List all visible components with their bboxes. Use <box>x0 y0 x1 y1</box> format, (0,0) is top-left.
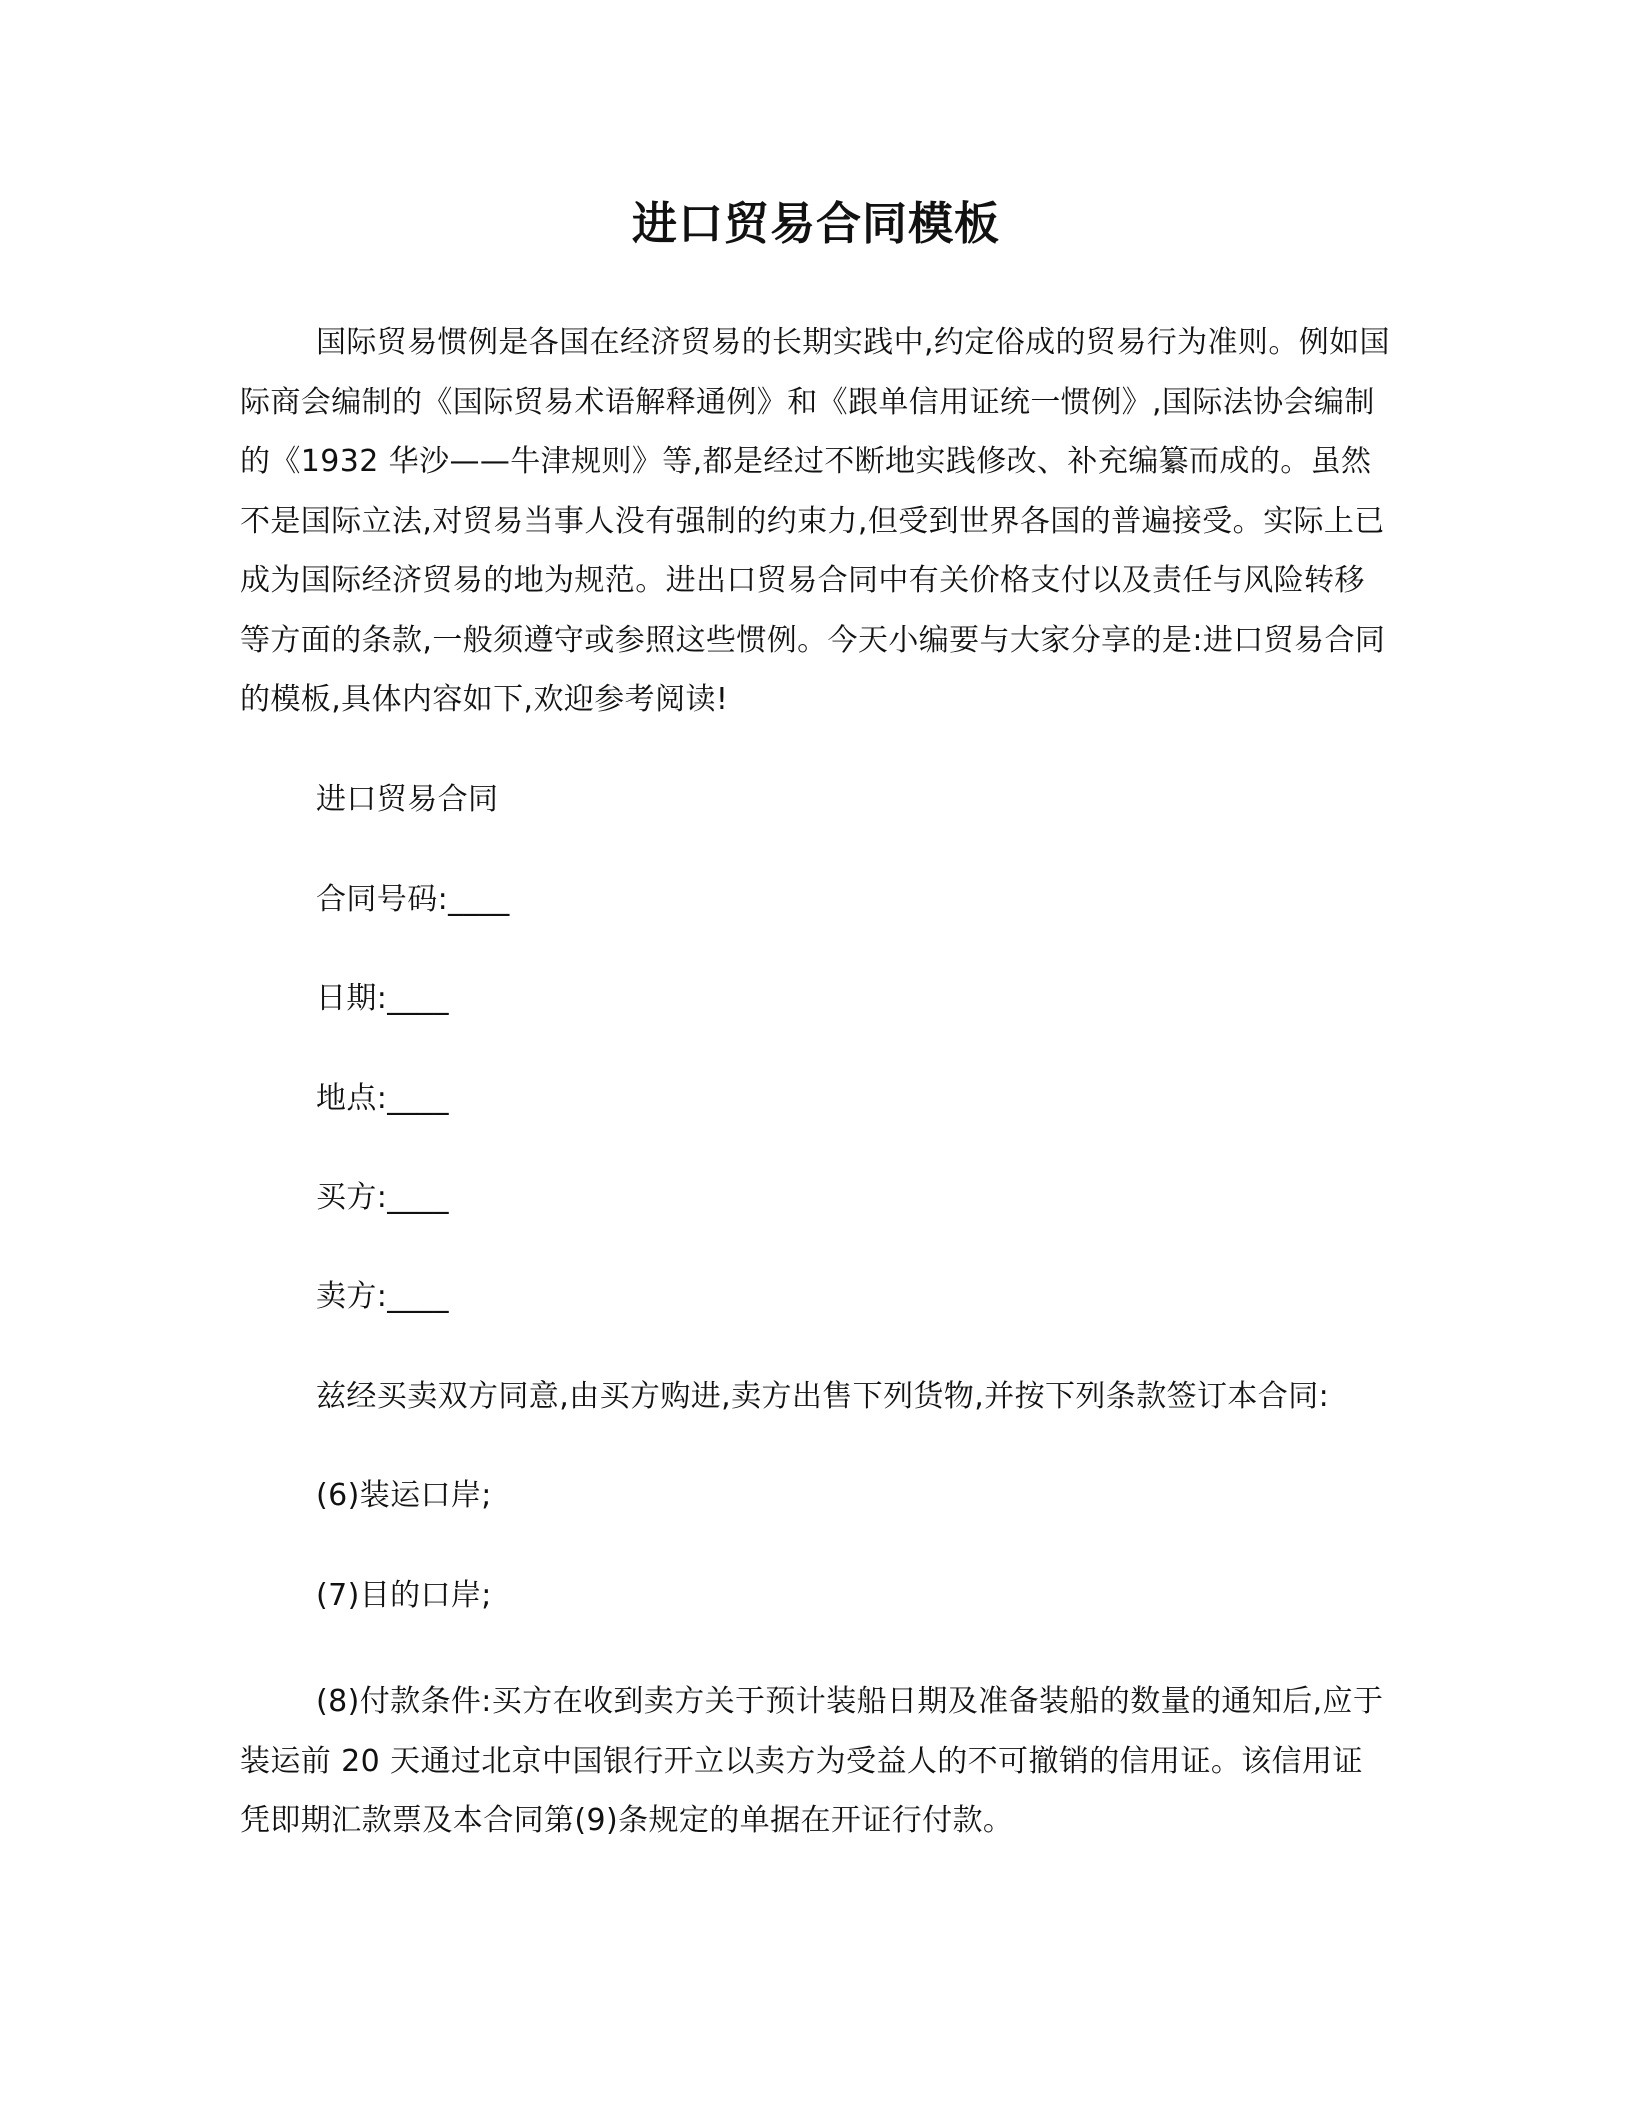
intro-paragraph: 国际贸易惯例是各国在经济贸易的长期实践中,约定俗成的贸易行为准则。例如国际商会编制的《国际贸易术语解释通例》和《跟单信用证统一惯例》,国际法协会编制的《1932 华沙——牛津规则》等,都是经过不断地实践修改、补充编纂而成的。虽然不是国际立法,对贸易当事人没有强制的约束力,但受到世界各国的普遍接受。实际上已成为国际经济贸易的地为规范。进出口贸易合同中有关价格支付以及责任与风险转移等方面的条款,一般须遵守或参照这些惯例。今天小编要与大家分享的是:进口贸易合同的模板,具体内容如下,欢迎参考阅读! <box>240 325 1390 717</box>
clause-7: (7)目的口岸; <box>316 1578 492 1613</box>
buyer-line: 买方:____ <box>316 1180 449 1215</box>
place-line: 地点:____ <box>316 1081 449 1116</box>
clause-8: (8)付款条件:买方在收到卖方关于预计装船日期及准备装船的数量的通知后,应于装运前 20 天通过北京中国银行开立以卖方为受益人的不可撤销的信用证。该信用证凭即期汇款票及本合同第(9)条规定的单据在开证行付款。 <box>240 1684 1384 1838</box>
seller-line: 卖方:____ <box>316 1279 449 1314</box>
clause-6: (6)装运口岸; <box>316 1478 492 1513</box>
agreement-statement: 兹经买卖双方同意,由买方购进,卖方出售下列货物,并按下列条款签订本合同: <box>316 1379 1330 1414</box>
date-line: 日期:____ <box>316 981 449 1016</box>
contract-heading: 进口贸易合同 <box>316 782 499 817</box>
contract-number-line: 合同号码:____ <box>316 882 510 917</box>
document-title: 进口贸易合同模板 <box>631 197 1000 250</box>
